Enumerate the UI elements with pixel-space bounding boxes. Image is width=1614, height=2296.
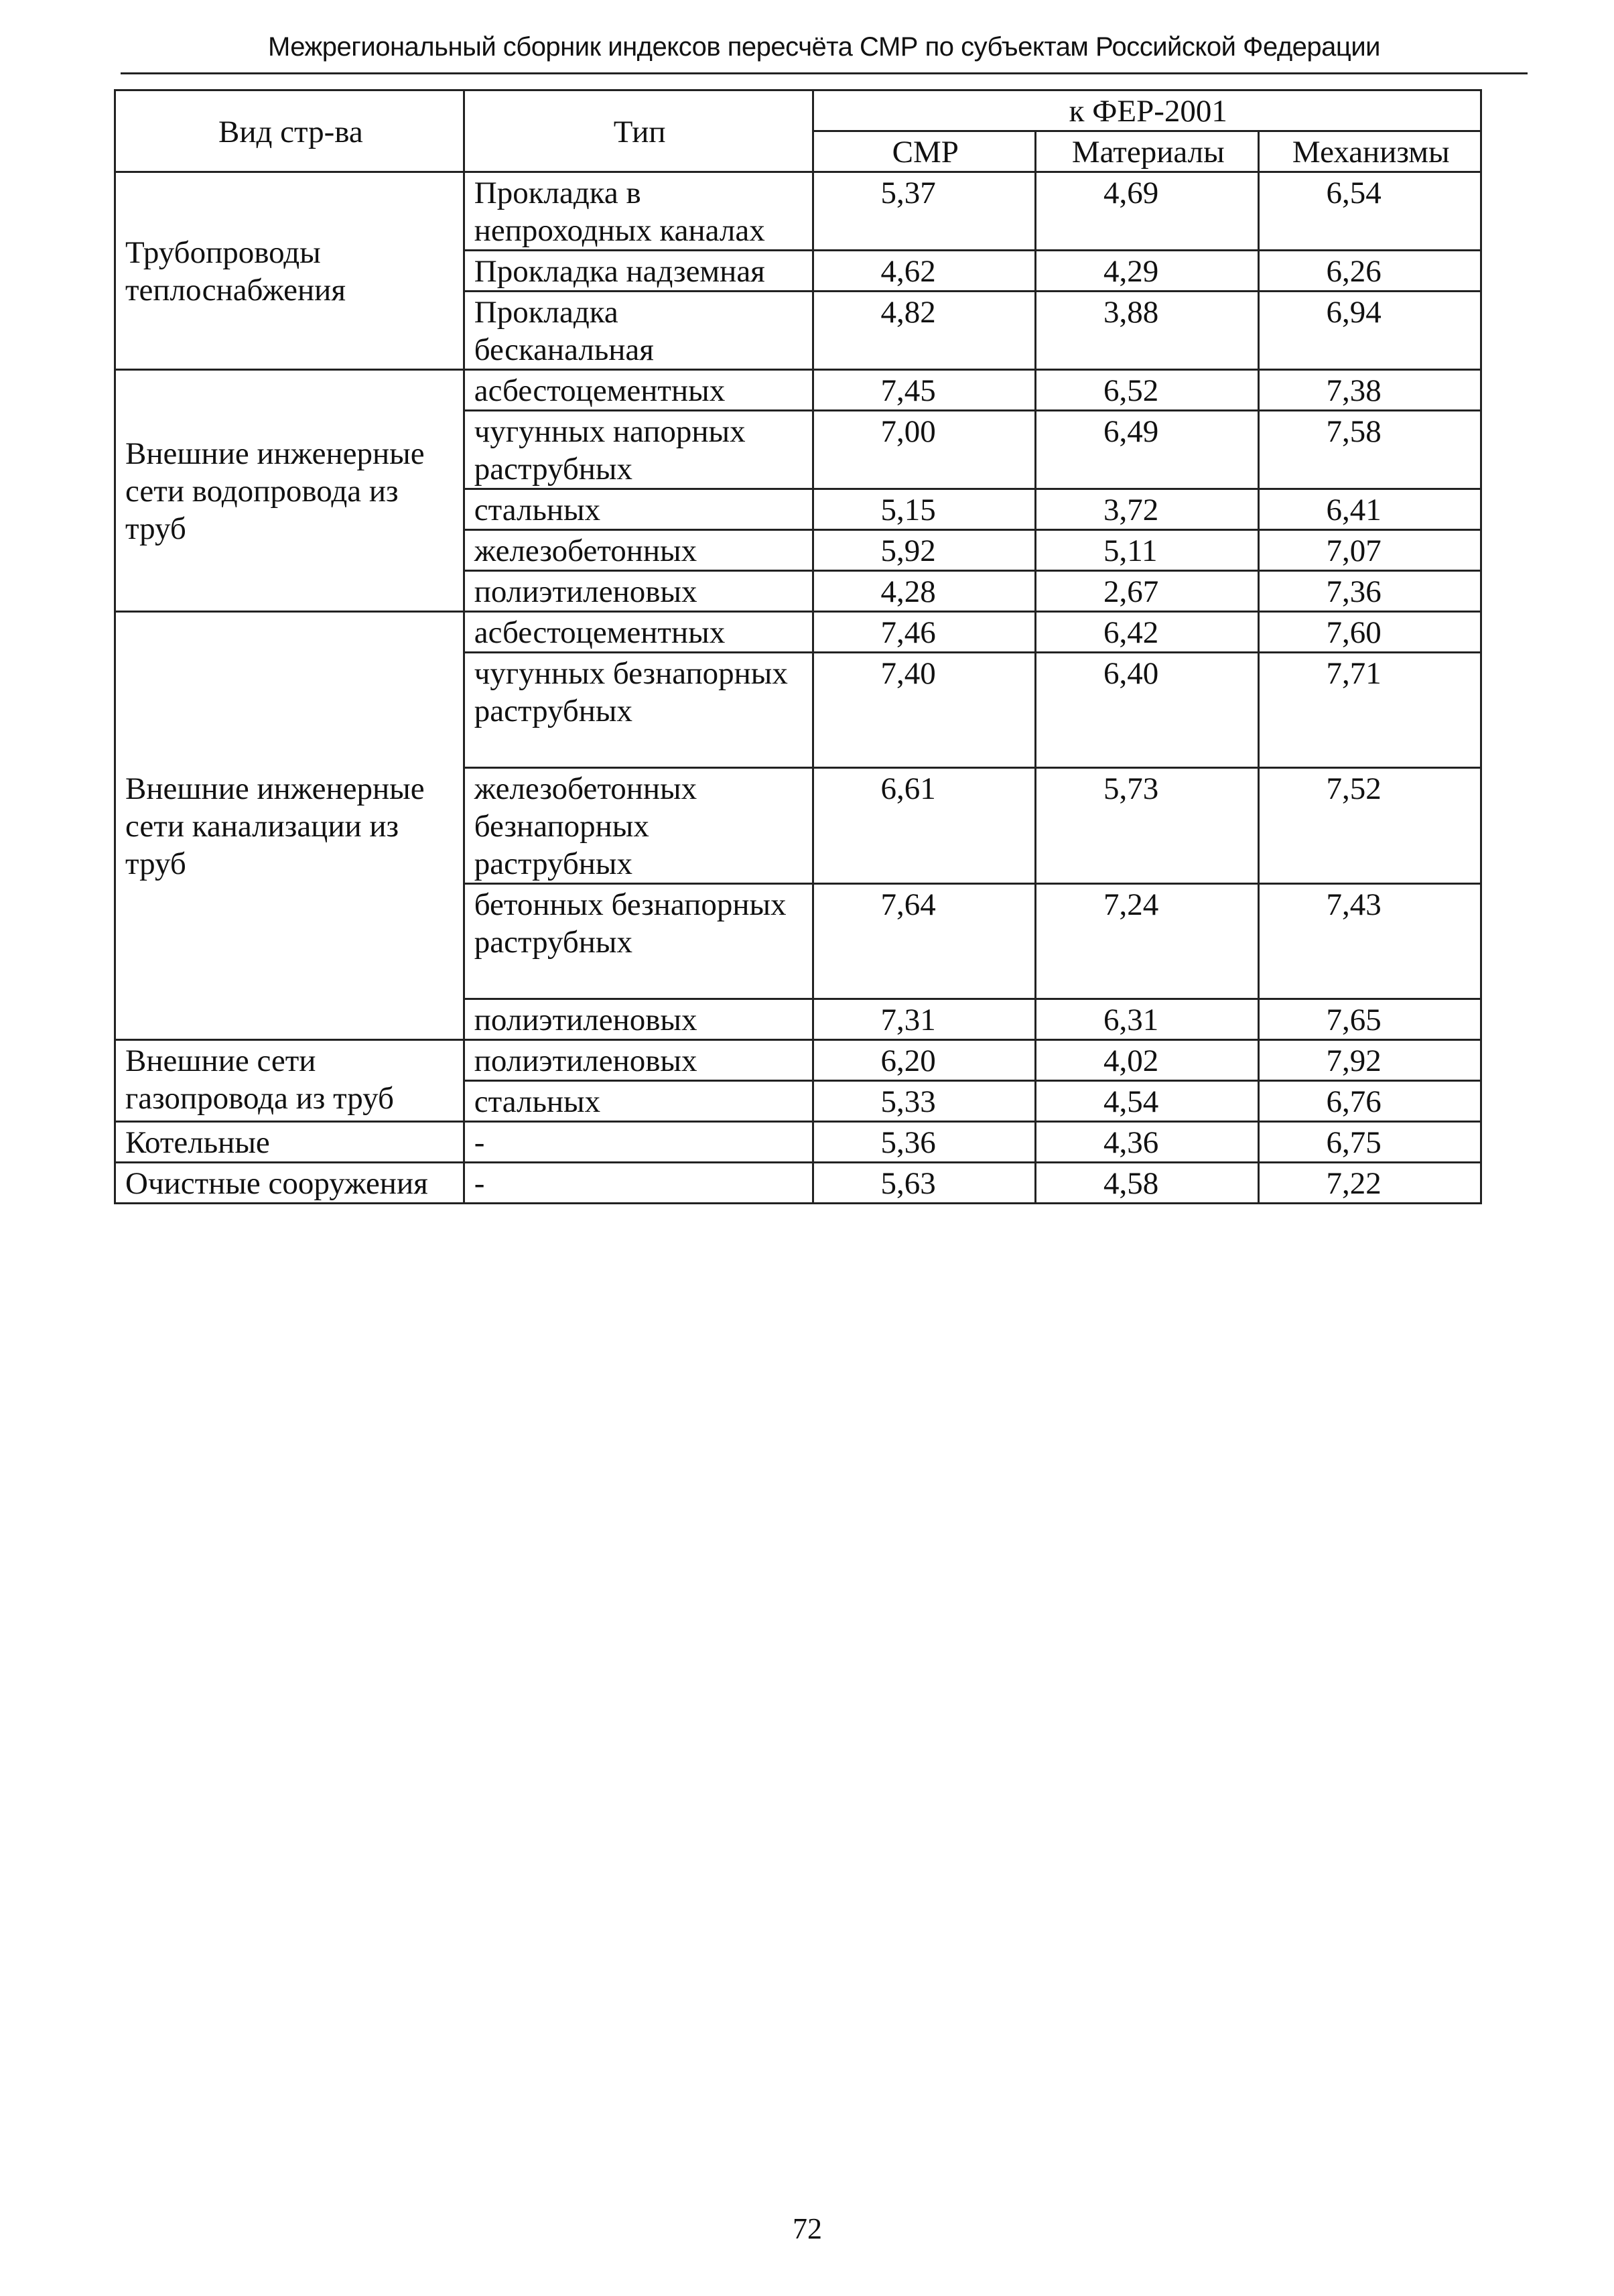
- mechanisms-value: 6,94: [1258, 292, 1481, 370]
- type-cell: -: [464, 1122, 813, 1163]
- header-type: Тип: [464, 90, 813, 172]
- mechanisms-value: 7,92: [1258, 1040, 1481, 1081]
- category-cell: Внешние инженерные сети водопровода из труб: [115, 370, 464, 612]
- type-cell: стальных: [464, 489, 813, 530]
- header-materials: Материалы: [1036, 131, 1258, 172]
- smr-value: 5,63: [813, 1163, 1035, 1204]
- type-cell: Прокладка бесканальная: [464, 292, 813, 370]
- mechanisms-value: 7,07: [1258, 530, 1481, 571]
- category-cell: Котельные: [115, 1122, 464, 1163]
- index-table: [114, 89, 1482, 1204]
- page-number: 72: [793, 2212, 822, 2245]
- mechanisms-value: 7,65: [1258, 999, 1481, 1040]
- mechanisms-value: 7,22: [1258, 1163, 1481, 1204]
- category-cell: Внешние сети газопровода из труб: [115, 1040, 464, 1122]
- type-cell: чугунных безнапорных раструбных: [464, 653, 813, 768]
- smr-value: 5,33: [813, 1081, 1035, 1122]
- table-row: [115, 1040, 1481, 1081]
- type-cell: асбестоцементных: [464, 370, 813, 411]
- category-cell: Внешние инженерные сети канализации из труб: [115, 612, 464, 1040]
- page-header-title: Межрегиональный сборник индексов пересчёта СМР по субъектам Российской Федерации: [267, 32, 1381, 62]
- mechanisms-value: 7,36: [1258, 571, 1481, 612]
- mechanisms-value: 7,71: [1258, 653, 1481, 768]
- materials-value: 5,11: [1036, 530, 1258, 571]
- header-divider: [121, 72, 1528, 74]
- table-row: [115, 1163, 1481, 1204]
- header-smr: СМР: [813, 131, 1035, 172]
- smr-value: 6,20: [813, 1040, 1035, 1081]
- smr-value: 4,82: [813, 292, 1035, 370]
- materials-value: 4,54: [1036, 1081, 1258, 1122]
- materials-value: 6,31: [1036, 999, 1258, 1040]
- table-row: [115, 612, 1481, 653]
- materials-value: 7,24: [1036, 884, 1258, 999]
- materials-value: 4,29: [1036, 251, 1258, 292]
- mechanisms-value: 7,52: [1258, 768, 1481, 884]
- smr-value: 5,15: [813, 489, 1035, 530]
- materials-value: 4,58: [1036, 1163, 1258, 1204]
- smr-value: 7,31: [813, 999, 1035, 1040]
- type-cell: полиэтиленовых: [464, 999, 813, 1040]
- type-cell: железобетонных безнапорных раструбных: [464, 768, 813, 884]
- materials-value: 6,40: [1036, 653, 1258, 768]
- type-cell: полиэтиленовых: [464, 571, 813, 612]
- type-cell: Прокладка надземная: [464, 251, 813, 292]
- type-cell: железобетонных: [464, 530, 813, 571]
- category-cell: Очистные сооружения: [115, 1163, 464, 1204]
- table-row: [115, 370, 1481, 411]
- type-cell: чугунных напорных раструбных: [464, 411, 813, 489]
- materials-value: 4,02: [1036, 1040, 1258, 1081]
- type-cell: стальных: [464, 1081, 813, 1122]
- mechanisms-value: 7,43: [1258, 884, 1481, 999]
- mechanisms-value: 7,58: [1258, 411, 1481, 489]
- materials-value: 3,72: [1036, 489, 1258, 530]
- smr-value: 7,45: [813, 370, 1035, 411]
- type-cell: полиэтиленовых: [464, 1040, 813, 1081]
- mechanisms-value: 6,75: [1258, 1122, 1481, 1163]
- materials-value: 3,88: [1036, 292, 1258, 370]
- materials-value: 5,73: [1036, 768, 1258, 884]
- mechanisms-value: 6,41: [1258, 489, 1481, 530]
- materials-value: 2,67: [1036, 571, 1258, 612]
- materials-value: 6,42: [1036, 612, 1258, 653]
- smr-value: 4,28: [813, 571, 1035, 612]
- table-row: [115, 1122, 1481, 1163]
- smr-value: 5,37: [813, 172, 1035, 251]
- mechanisms-value: 7,38: [1258, 370, 1481, 411]
- materials-value: 4,69: [1036, 172, 1258, 251]
- smr-value: 5,36: [813, 1122, 1035, 1163]
- smr-value: 7,64: [813, 884, 1035, 999]
- type-cell: Прокладка в непроходных каналах: [464, 172, 813, 251]
- header-fer-2001-group: к ФЕР-2001: [813, 90, 1481, 131]
- smr-value: 5,92: [813, 530, 1035, 571]
- category-cell: Трубопроводы теплоснабжения: [115, 172, 464, 370]
- smr-value: 7,46: [813, 612, 1035, 653]
- type-cell: асбестоцементных: [464, 612, 813, 653]
- materials-value: 4,36: [1036, 1122, 1258, 1163]
- materials-value: 6,49: [1036, 411, 1258, 489]
- table-row: [115, 172, 1481, 251]
- smr-value: 7,00: [813, 411, 1035, 489]
- mechanisms-value: 6,26: [1258, 251, 1481, 292]
- mechanisms-value: 6,54: [1258, 172, 1481, 251]
- materials-value: 6,52: [1036, 370, 1258, 411]
- smr-value: 7,40: [813, 653, 1035, 768]
- mechanisms-value: 7,60: [1258, 612, 1481, 653]
- type-cell: бетонных безнапорных раструбных: [464, 884, 813, 999]
- mechanisms-value: 6,76: [1258, 1081, 1481, 1122]
- header-construction-kind: Вид стр-ва: [115, 90, 464, 172]
- header-mechanisms: Механизмы: [1258, 131, 1481, 172]
- smr-value: 4,62: [813, 251, 1035, 292]
- smr-value: 6,61: [813, 768, 1035, 884]
- type-cell: -: [464, 1163, 813, 1204]
